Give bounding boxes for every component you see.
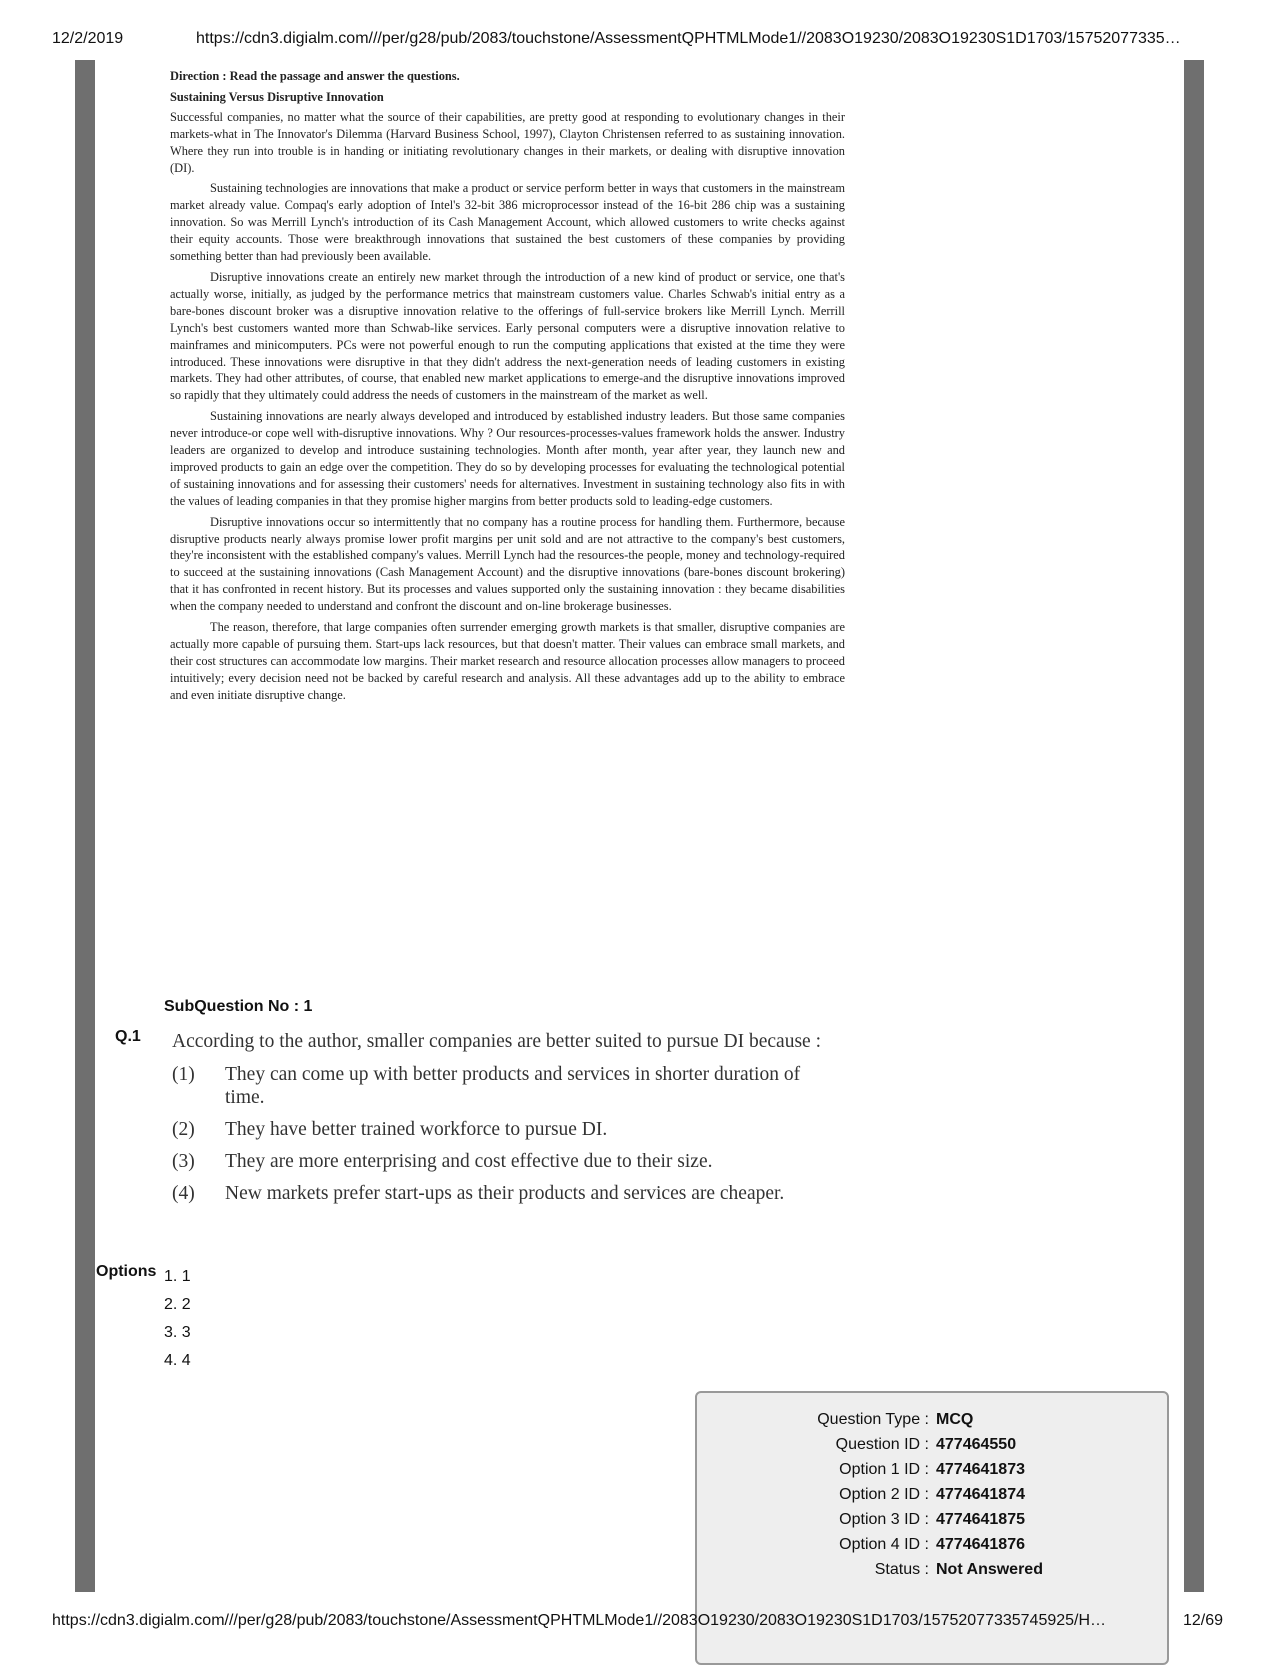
- passage-paragraph: The reason, therefore, that large companies often surrender emerging growth markets is that smaller, disruptive companies are actually more capable of pursuing them. Start-ups lack resources, but that doesn't matter. Their values can embrace small markets, and their cost structures can accommodate low margins. Their market research and resource allocation processes allow managers to proceed intuitively; every decision need not be backed by careful research and analysis. All these advantages add up to the ability to embrace and even initiate disruptive change.: [170, 620, 845, 702]
- question-choice: [172, 1118, 842, 1141]
- choice-number: (1): [172, 1064, 195, 1085]
- question-choice: [172, 1150, 842, 1173]
- question-choice: [172, 1182, 842, 1205]
- page-footer: [0, 1612, 1277, 1634]
- info-status: [697, 1561, 1167, 1586]
- info-value: 4774641873: [936, 1461, 1025, 1478]
- info-option3-id: [697, 1511, 1167, 1536]
- right-border-bar: [1184, 60, 1204, 1592]
- left-border-bar: [75, 60, 95, 1592]
- print-date: 12/2/2019: [52, 30, 124, 47]
- passage-direction: Direction : Read the passage and answer the questions.: [170, 69, 460, 83]
- option-item: 1. 1: [164, 1268, 191, 1285]
- info-option4-id: [697, 1536, 1167, 1561]
- info-label: Question Type :: [817, 1411, 929, 1428]
- choice-number: (2): [172, 1119, 195, 1140]
- info-label: Option 2 ID :: [839, 1486, 929, 1503]
- info-value: 4774641874: [936, 1486, 1025, 1503]
- choice-text: They can come up with better products and services in shorter duration of time.: [225, 1064, 801, 1108]
- info-label: Question ID :: [835, 1436, 929, 1453]
- choice-number: (3): [172, 1151, 195, 1172]
- info-question-id: [697, 1436, 1167, 1461]
- info-label: Option 4 ID :: [839, 1536, 929, 1553]
- choice-text: They have better trained workforce to pursue DI.: [225, 1119, 608, 1140]
- passage-paragraph: Sustaining technologies are innovations that make a product or service perform better in ways that customers in the mainstream market already value. Compaq's early adoption of Intel's 32-bit 386 microprocessor instead of the 16-bit 286 chip was a sustaining innovation. So was Merrill Lynch's introduction of its Cash Management Account, which allowed customers to write checks against their equity accounts. Those were breakthrough innovations that sustained the best customers of these companies by providing something better than had previously been available.: [170, 181, 845, 264]
- footer-url: https://cdn3.digialm.com///per/g28/pub/2083/touchstone/AssessmentQPHTMLMode1//2083O19230/2083O19230S1D1703/15752077335745925/H…: [52, 1612, 1107, 1629]
- options-label: Options: [96, 1263, 157, 1280]
- options-list: [164, 1263, 191, 1375]
- info-value: 4774641876: [936, 1536, 1025, 1553]
- choice-text: They are more enterprising and cost effective due to their size.: [225, 1151, 713, 1172]
- info-value: 4774641875: [936, 1511, 1025, 1528]
- info-value: MCQ: [936, 1411, 974, 1428]
- option-item: 2. 2: [164, 1296, 191, 1313]
- info-question-type: [697, 1411, 1167, 1436]
- option-item: 3. 3: [164, 1324, 191, 1341]
- option-item: 4. 4: [164, 1352, 191, 1369]
- info-value: 477464550: [936, 1436, 1017, 1453]
- question-choice: [172, 1063, 842, 1109]
- choice-text: New markets prefer start-ups as their products and services are cheaper.: [225, 1183, 785, 1204]
- passage-paragraph: Successful companies, no matter what the source of their capabilities, are pretty good at responding to evolutionary changes in their markets-what in The Innovator's Dilemma (Harvard Business School, 1997), Clayton Christensen referred to as sustaining innovation. Where they run into trouble is in handing or initiating revolutionary changes in their markets, or dealing with disruptive innovation (DI).: [170, 109, 845, 175]
- passage-paragraph: Sustaining innovations are nearly always developed and introduced by established industry leaders. But those same companies never introduce-or cope well with-disruptive innovations. Why ? Our resources-processes-values framework holds the answer. Industry leaders are organized to develop and introduce sustaining technologies. Month after month, year after year, they launch new and improved products to gain an edge over the competition. They do so by developing processes for evaluating the technological potential of sustaining innovations and for assessing their customers' needs for alternatives. Investment in sustaining technology also fits in with the values of leading companies in that they promise higher margins from better products sold to leading-edge customers.: [170, 409, 845, 508]
- page-header: [0, 30, 1277, 52]
- choice-number: (4): [172, 1183, 195, 1204]
- passage-paragraph: Disruptive innovations occur so intermittently that no company has a routine process for handling them. Furthermore, because disruptive products nearly always promise lower profit margins per unit sold and are not attractive to the company's best customers, they're inconsistent with the established company's values. Merrill Lynch had the resources-the people, money and technology-required to succeed at the sustaining innovations (Cash Management Account) and the disruptive innovations (bare-bones discount brokering) that it has confronted in recent history. But its processes and values supported only the sustaining innovation : they became disabilities when the company needed to understand and confront the discount and on-line brokerage businesses.: [170, 514, 845, 614]
- passage-image: [170, 68, 845, 708]
- passage-paragraph: Disruptive innovations create an entirely new market through the introduction of a new kind of product or service, one that's actually worse, initially, as judged by the performance metrics that mainstream customers value. Charles Schwab's initial entry as a bare-bones discount broker was a disruptive innovation relative to the offerings of full-service brokers like Merrill Lynch. Merrill Lynch's best customers wanted more than Schwab-like services. Early personal computers were a disruptive innovation relative to mainframes and minicomputers. PCs were not powerful enough to run the computing applications that existed at the time they were introduced. These innovations were disruptive in that they didn't address the next-generation needs of leading customers in existing markets. They had other attributes, of course, that enabled new market applications to emerge-and the disruptive innovations improved so rapidly that they ultimately could address the needs of customers in the mainstream of the market as well.: [170, 269, 845, 403]
- info-label: Option 1 ID :: [839, 1461, 929, 1478]
- question-body: [172, 1030, 842, 1214]
- info-option2-id: [697, 1486, 1167, 1511]
- info-label: Status :: [874, 1561, 929, 1578]
- passage-title: Sustaining Versus Disruptive Innovation: [170, 89, 384, 104]
- subquestion-label: SubQuestion No : 1: [164, 998, 313, 1015]
- info-option1-id: [697, 1461, 1167, 1486]
- info-label: Option 3 ID :: [839, 1511, 929, 1528]
- question-stem: According to the author, smaller companies are better suited to pursue DI because :: [172, 1031, 821, 1052]
- page-number: 12/69: [1183, 1612, 1224, 1629]
- status-value: Not Answered: [936, 1561, 1043, 1578]
- header-url: https://cdn3.digialm.com///per/g28/pub/2083/touchstone/AssessmentQPHTMLMode1//2083O19230/2083O19230S1D1703/15752077335…: [196, 30, 1181, 47]
- question-number: Q.1: [115, 1028, 141, 1045]
